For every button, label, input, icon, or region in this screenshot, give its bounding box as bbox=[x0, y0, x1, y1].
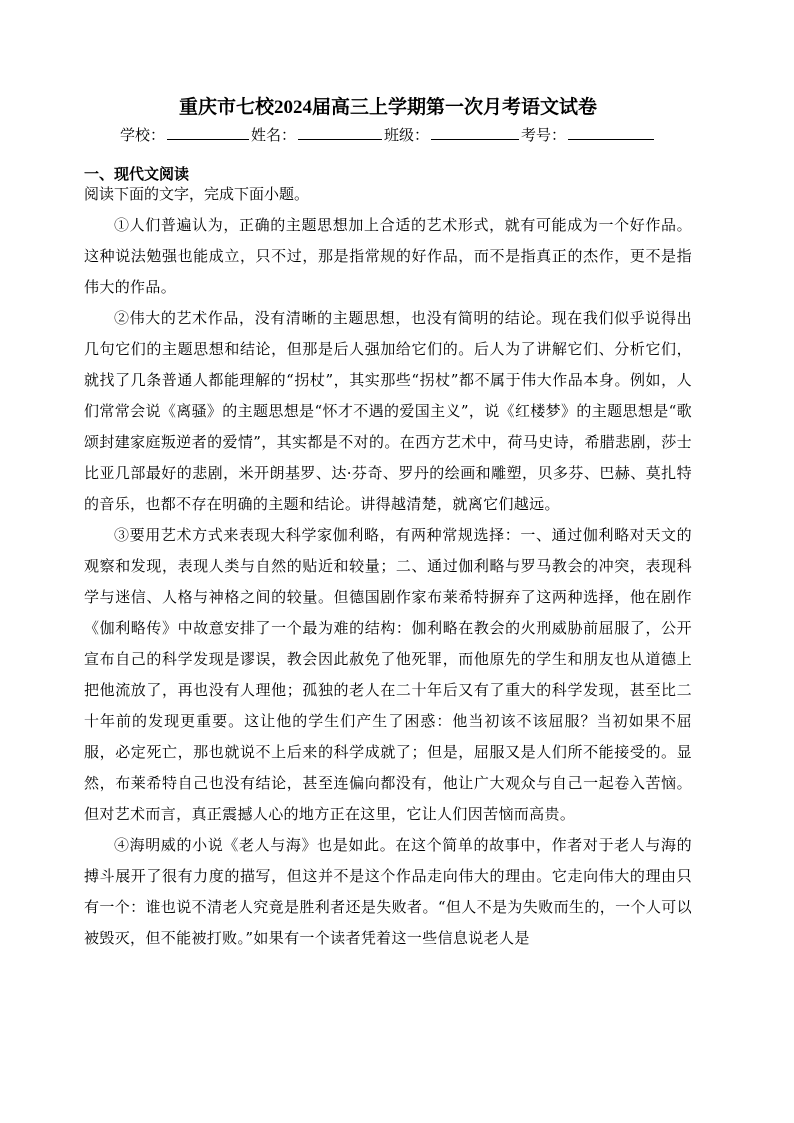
section-heading: 一、现代文阅读 bbox=[84, 166, 190, 183]
class-blank[interactable] bbox=[431, 124, 519, 140]
number-blank[interactable] bbox=[568, 124, 654, 140]
student-info-line bbox=[84, 124, 692, 147]
paragraph-4: ④海明威的小说《老人与海》也是如此。在这个简单的故事中，作者对于老人与海的搏斗展开了很有力度的描写，但这并不是这个作品走向伟大的理由。它走向伟大的理由只有一个：谁也说不清老人究竟是胜利者还是失败者。“但人不是为失败而生的，一个人可以被毁灭，但不能被打败。”如果有一个读者凭着这一些信息说老人是 bbox=[84, 836, 692, 947]
paragraph-1: ①人们普遍认为，正确的主题思想加上合适的艺术形式，就有可能成为一个好作品。这种说法勉强也能成立，只不过，那是指常规的好作品，而不是指真正的杰作，更不是指伟大的作品。 bbox=[84, 216, 692, 296]
name-blank[interactable] bbox=[298, 124, 382, 140]
school-label: 学校： bbox=[119, 127, 165, 144]
paragraph-3: ③要用艺术方式来表现大科学家伽利略，有两种常规选择：一、通过伽利略对天文的观察和发现，表现人类与自然的贴近和较量；二、通过伽利略与罗马教会的冲突，表现科学与迷信、人格与神格之间的较量。但德国剧作家布莱希特摒弃了这两种选择，他在剧作《伽利略传》中故意安排了一个最为难的结构：伽利略在教会的火刑威胁前屈服了，公开宣布自己的科学发现是谬误，教会因此赦免了他死罪，而他原先的学生和朋友也从道德上把他流放了，再也没有人理他；孤独的老人在二十年后又有了重大的科学发现，甚至比二十年前的发现更重要。这让他的学生们产生了困惑：他当初该不该屈服？当初如果不屈服，必定死亡，那也就说不上后来的科学成就了；但是，屈服又是人们所不能接受的。显然，布莱希特自己也没有结论，甚至连偏向都没有，他让广大观众与自己一起卷入苦恼。但对艺术而言，真正震撼人心的地方正在这里，它让人们因苦恼而高贵。 bbox=[84, 526, 692, 823]
name-label: 姓名： bbox=[250, 127, 296, 144]
school-blank[interactable] bbox=[167, 124, 249, 140]
class-label: 班级： bbox=[384, 127, 430, 144]
number-label: 考号： bbox=[521, 127, 567, 144]
paragraph-2: ②伟大的艺术作品，没有清晰的主题思想，也没有简明的结论。现在我们似乎说得出几句它们的主题思想和结论，但那是后人强加给它们的。后人为了讲解它们、分析它们，就找了几条普通人都能理解的“拐杖”，其实那些“拐杖”都不属于伟大作品本身。例如，人们常常会说《离骚》的主题思想是“怀才不遇的爱国主义”，说《红楼梦》的主题思想是“歌颂封建家庭叛逆者的爱情”，其实都是不对的。在西方艺术中，荷马史诗，希腊悲剧，莎士比亚几部最好的悲剧，米开朗基罗、达·芬奇、罗丹的绘画和雕塑，贝多芬、巴赫、莫扎特的音乐，也都不存在明确的主题和结论。讲得越清楚，就离它们越远。 bbox=[84, 309, 692, 513]
section-instruction: 阅读下面的文字，完成下面小题。 bbox=[84, 186, 310, 203]
exam-title: 重庆市七校2024届高三上学期第一次月考语文试卷 bbox=[178, 97, 597, 118]
